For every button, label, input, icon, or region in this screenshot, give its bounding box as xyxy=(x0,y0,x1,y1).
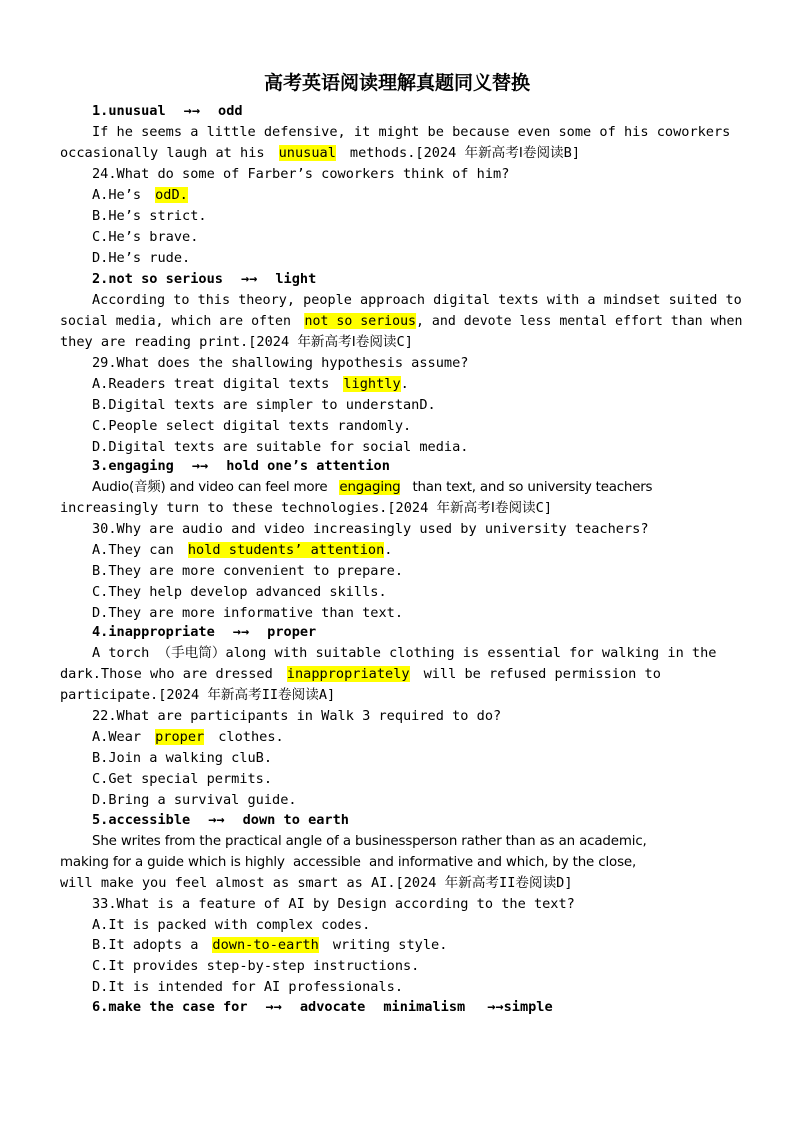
arrow: →→ xyxy=(240,271,258,287)
question: 24.What do some of Farber’s coworkers think of him? xyxy=(92,166,510,182)
question: 22.What are participants in Walk 3 required to do? xyxy=(92,708,502,724)
heading-synonym: advocate xyxy=(299,999,366,1015)
heading-synonym: down to earth xyxy=(242,812,349,828)
passage-line: they are reading print.[2024 年新高考Ⅰ卷阅读C] xyxy=(60,334,413,350)
option-d: D.Digital texts are suitable for social media. xyxy=(92,439,469,455)
option-c: C.Get special permits. xyxy=(92,771,273,787)
option-a xyxy=(92,540,734,561)
highlight: engaging xyxy=(339,480,401,495)
passage-line: will make you feel almost as smart as AI.[2024 年新高考II卷阅读D] xyxy=(60,875,573,891)
option-b xyxy=(92,935,734,956)
passage-line: making for a guide which is highly accessible and informative and which, by the close, xyxy=(60,855,637,870)
highlight: odD. xyxy=(155,187,188,203)
option-text: A.Wear xyxy=(92,729,142,745)
passage-line xyxy=(60,143,734,164)
passage-text: will be refused permission to xyxy=(423,666,661,682)
section-heading-3 xyxy=(92,456,734,477)
passage-line: According to this theory, people approach digital texts with a mindset suited to xyxy=(92,292,742,308)
arrow: →→ xyxy=(191,458,209,474)
highlight: lightly xyxy=(343,376,401,392)
question: 33.What is a feature of AI by Design according to the text? xyxy=(92,896,575,912)
passage-line xyxy=(92,477,734,498)
option-text: A.He’s xyxy=(92,187,142,203)
passage-line: A torch （手电筒）along with suitable clothing is essential for walking in the xyxy=(92,645,717,661)
heading-term: 1.unusual xyxy=(92,103,166,119)
option-d: D.Bring a survival guide. xyxy=(92,792,297,808)
option-text: . xyxy=(384,542,393,558)
option-a xyxy=(92,185,734,206)
heading-term-2: minimalism xyxy=(383,999,466,1015)
highlight: not so serious xyxy=(304,313,417,329)
passage-line: If he seems a little defensive, it might be because even some of his coworkers xyxy=(92,124,731,140)
passage-line: She writes from the practical angle of a businessperson rather than as an academic, xyxy=(92,834,647,849)
passage-text: methods.[2024 年新高考Ⅰ卷阅读B] xyxy=(349,145,581,161)
arrow: →→ xyxy=(265,999,282,1015)
passage-text: , and devote less mental effort than when xyxy=(416,313,743,329)
arrow: →→ xyxy=(232,624,250,640)
option-b: B.They are more convenient to prepare. xyxy=(92,563,403,579)
passage-line xyxy=(60,664,734,685)
heading-synonym-2: →→simple xyxy=(487,999,553,1015)
passage-line xyxy=(60,311,743,332)
option-a xyxy=(92,374,734,395)
heading-term: 3.engaging xyxy=(92,458,174,474)
heading-term: 2.not so serious xyxy=(92,271,223,287)
option-c: C.It provides step-by-step instructions. xyxy=(92,958,420,974)
section-heading-4 xyxy=(92,622,734,643)
option-text: B.It adopts a xyxy=(92,937,199,953)
passage-text: than text, and so university teachers xyxy=(412,480,653,495)
option-d: D.They are more informative than text. xyxy=(92,605,403,621)
option-text: . xyxy=(400,376,409,392)
option-c: C.He’s brave. xyxy=(92,229,199,245)
passage-text: occasionally laugh at his xyxy=(60,145,265,161)
highlight: inappropriately xyxy=(286,666,410,682)
heading-synonym: proper xyxy=(267,624,317,640)
passage-line: increasingly turn to these technologies.[2024 年新高考Ⅰ卷阅读C] xyxy=(60,500,553,516)
passage-line: participate.[2024 年新高考II卷阅读A] xyxy=(60,687,336,703)
arrow: →→ xyxy=(183,103,201,119)
heading-term: 4.inappropriate xyxy=(92,624,215,640)
option-text: clothes. xyxy=(218,729,284,745)
heading-synonym: light xyxy=(275,271,317,287)
passage-text: Audio(音频) and video can feel more xyxy=(92,480,328,495)
passage-text: social media, which are often xyxy=(60,313,291,329)
highlight: unusual xyxy=(278,145,336,161)
section-heading-1 xyxy=(92,101,734,122)
highlight: hold students’ attention xyxy=(187,542,385,558)
arrow: →→ xyxy=(208,812,225,828)
option-c: C.They help develop advanced skills. xyxy=(92,584,387,600)
passage-text: dark.Those who are dressed xyxy=(60,666,273,682)
option-b: B.Digital texts are simpler to understanD. xyxy=(92,397,436,413)
option-d: D.He’s rude. xyxy=(92,250,191,266)
option-text: A.They can xyxy=(92,542,174,558)
option-text: A.Readers treat digital texts xyxy=(92,376,330,392)
option-d: D.It is intended for AI professionals. xyxy=(92,979,403,995)
heading-term: 5.accessible xyxy=(92,812,191,828)
option-c: C.People select digital texts randomly. xyxy=(92,418,412,434)
section-heading-2 xyxy=(92,269,734,290)
question: 29.What does the shallowing hypothesis assume? xyxy=(92,355,469,371)
section-heading-6 xyxy=(92,997,734,1018)
option-text: writing style. xyxy=(332,937,448,953)
option-a: A.It is packed with complex codes. xyxy=(92,917,371,933)
heading-term: 6.make the case for xyxy=(92,999,248,1015)
highlight: proper xyxy=(155,729,205,745)
option-a xyxy=(92,727,734,748)
highlight: down-to-earth xyxy=(212,937,319,953)
option-b: B.Join a walking cluB. xyxy=(92,750,273,766)
page-title: 高考英语阅读理解真题同义替换 xyxy=(263,72,530,94)
heading-synonym: hold one’s attention xyxy=(226,458,390,474)
heading-synonym: odd xyxy=(218,103,243,119)
option-b: B.He’s strict. xyxy=(92,208,207,224)
question: 30.Why are audio and video increasingly used by university teachers? xyxy=(92,521,649,537)
section-heading-5 xyxy=(92,810,734,831)
